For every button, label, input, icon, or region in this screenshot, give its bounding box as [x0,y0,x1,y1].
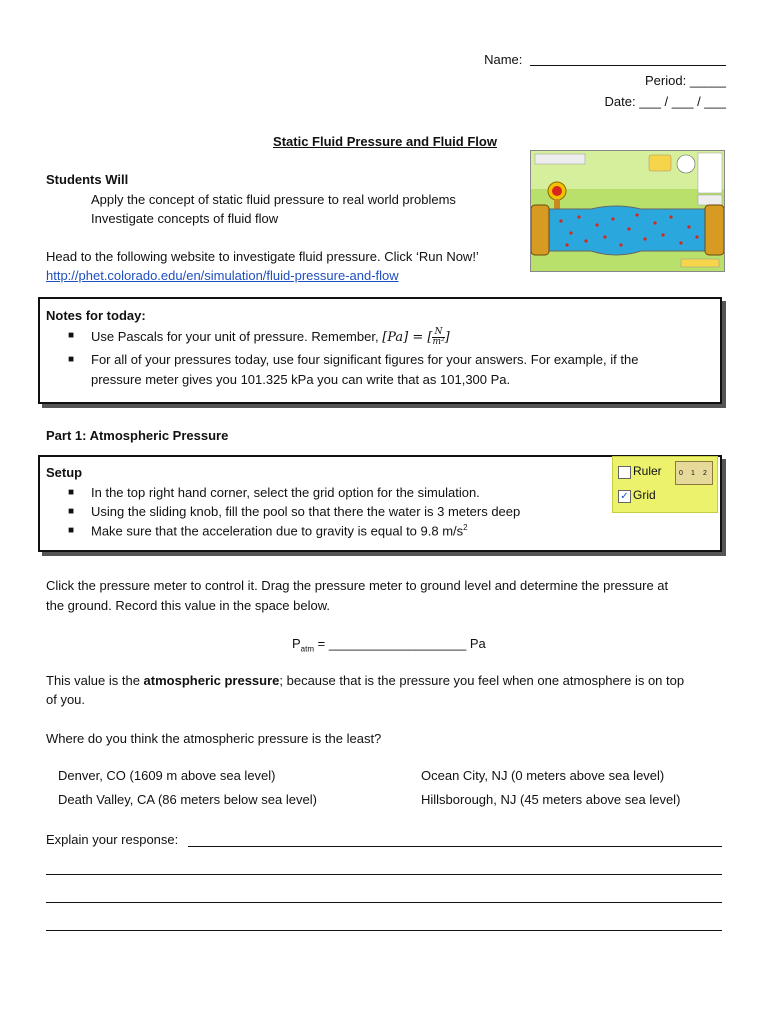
ruler-grid-panel [612,456,718,513]
objective-item: Apply the concept of static fluid pressure to real world problems [91,192,456,207]
ruler-checkbox[interactable] [618,466,631,479]
option-denver: Denver, CO (1609 m above sea level) [58,768,276,783]
answer-line[interactable] [46,902,722,903]
patm-answer-line[interactable]: $P_{atm}$ = ___________________ Pa [292,636,486,654]
grid-checkbox[interactable]: ✓ [618,490,631,503]
atm-definition-2: of you. [46,692,86,707]
page-title: Static Fluid Pressure and Fluid Flow [273,134,497,149]
setup-step: Using the sliding knob, fill the pool so that there the water is 3 meters deep [91,504,521,519]
explain-label: Explain your response: [46,832,179,847]
date-field[interactable]: ___ / ___ / ___ [639,94,726,109]
bullet-icon: ■ [68,330,75,341]
grid-label: Grid [633,488,656,502]
objective-item: Investigate concepts of fluid flow [91,211,279,226]
answer-line[interactable] [46,874,722,875]
notes-bullet-sigfigs-2: pressure meter gives you 101.325 kPa you can write that as 101,300 Pa. [91,372,511,387]
setup-step-gravity: Make sure that the acceleration due to gravity is equal to 9.8 $m/s^2$ [91,523,468,539]
pressure-instructions-2: the ground. Record this value in the space below. [46,598,331,613]
answer-line[interactable] [188,846,722,847]
option-death-valley: Death Valley, CA (86 meters below sea level) [58,792,317,807]
simulation-image [531,151,724,271]
option-hillsborough: Hillsborough, NJ (45 meters above sea level) [421,792,681,807]
notes-heading: Notes for today: [46,308,146,323]
notes-box [38,297,722,404]
date-line: Date: ___ / ___ / ___ [604,94,726,109]
period-field[interactable]: _____ [689,73,726,88]
name-line: Name: [484,52,726,67]
bullet-icon: ■ [68,506,75,517]
setup-step: In the top right hand corner, select the grid option for the simulation. [91,485,480,500]
simulation-link[interactable]: http://phet.colorado.edu/en/simulation/fluid-pressure-and-flow [46,268,399,283]
notes-bullet-sigfigs-1: For all of your pressures today, use four significant figures for your answers. For example, if the [91,352,639,367]
ruler-icon: 0 1 2 [675,461,713,485]
question-text: Where do you think the atmospheric pressure is the least? [46,731,382,746]
answer-line[interactable] [46,930,722,931]
setup-heading: Setup [46,465,83,480]
ruler-label: Ruler [633,464,662,478]
period-line: Period: _____ [645,73,726,88]
name-field[interactable] [530,65,726,66]
bullet-icon: ■ [68,354,75,365]
notes-bullet-pascals: Use Pascals for your unit of pressure. Remember, [Pa] = [ $\frac{N}{\text{m²}}$ ] [91,327,450,347]
simulation-screenshot [530,150,725,272]
pressure-formula: [Pa] = [ $\frac{N}{\text{m²}}$ ] [382,327,450,347]
option-ocean-city: Ocean City, NJ (0 meters above sea level) [421,768,665,783]
bullet-icon: ■ [68,525,75,536]
instructions-text: Head to the following website to investigate fluid pressure. Click ‘Run Now!’ [46,249,479,264]
atm-definition-1: This value is the atmospheric pressure; because that is the pressure you feel when one atmosphere is on top [46,673,685,688]
bullet-icon: ■ [68,487,75,498]
pressure-instructions-1: Click the pressure meter to control it. Drag the pressure meter to ground level and determine the pressure at [46,578,669,593]
part1-heading: Part 1: Atmospheric Pressure [46,428,229,443]
students-will-heading: Students Will [46,172,129,187]
